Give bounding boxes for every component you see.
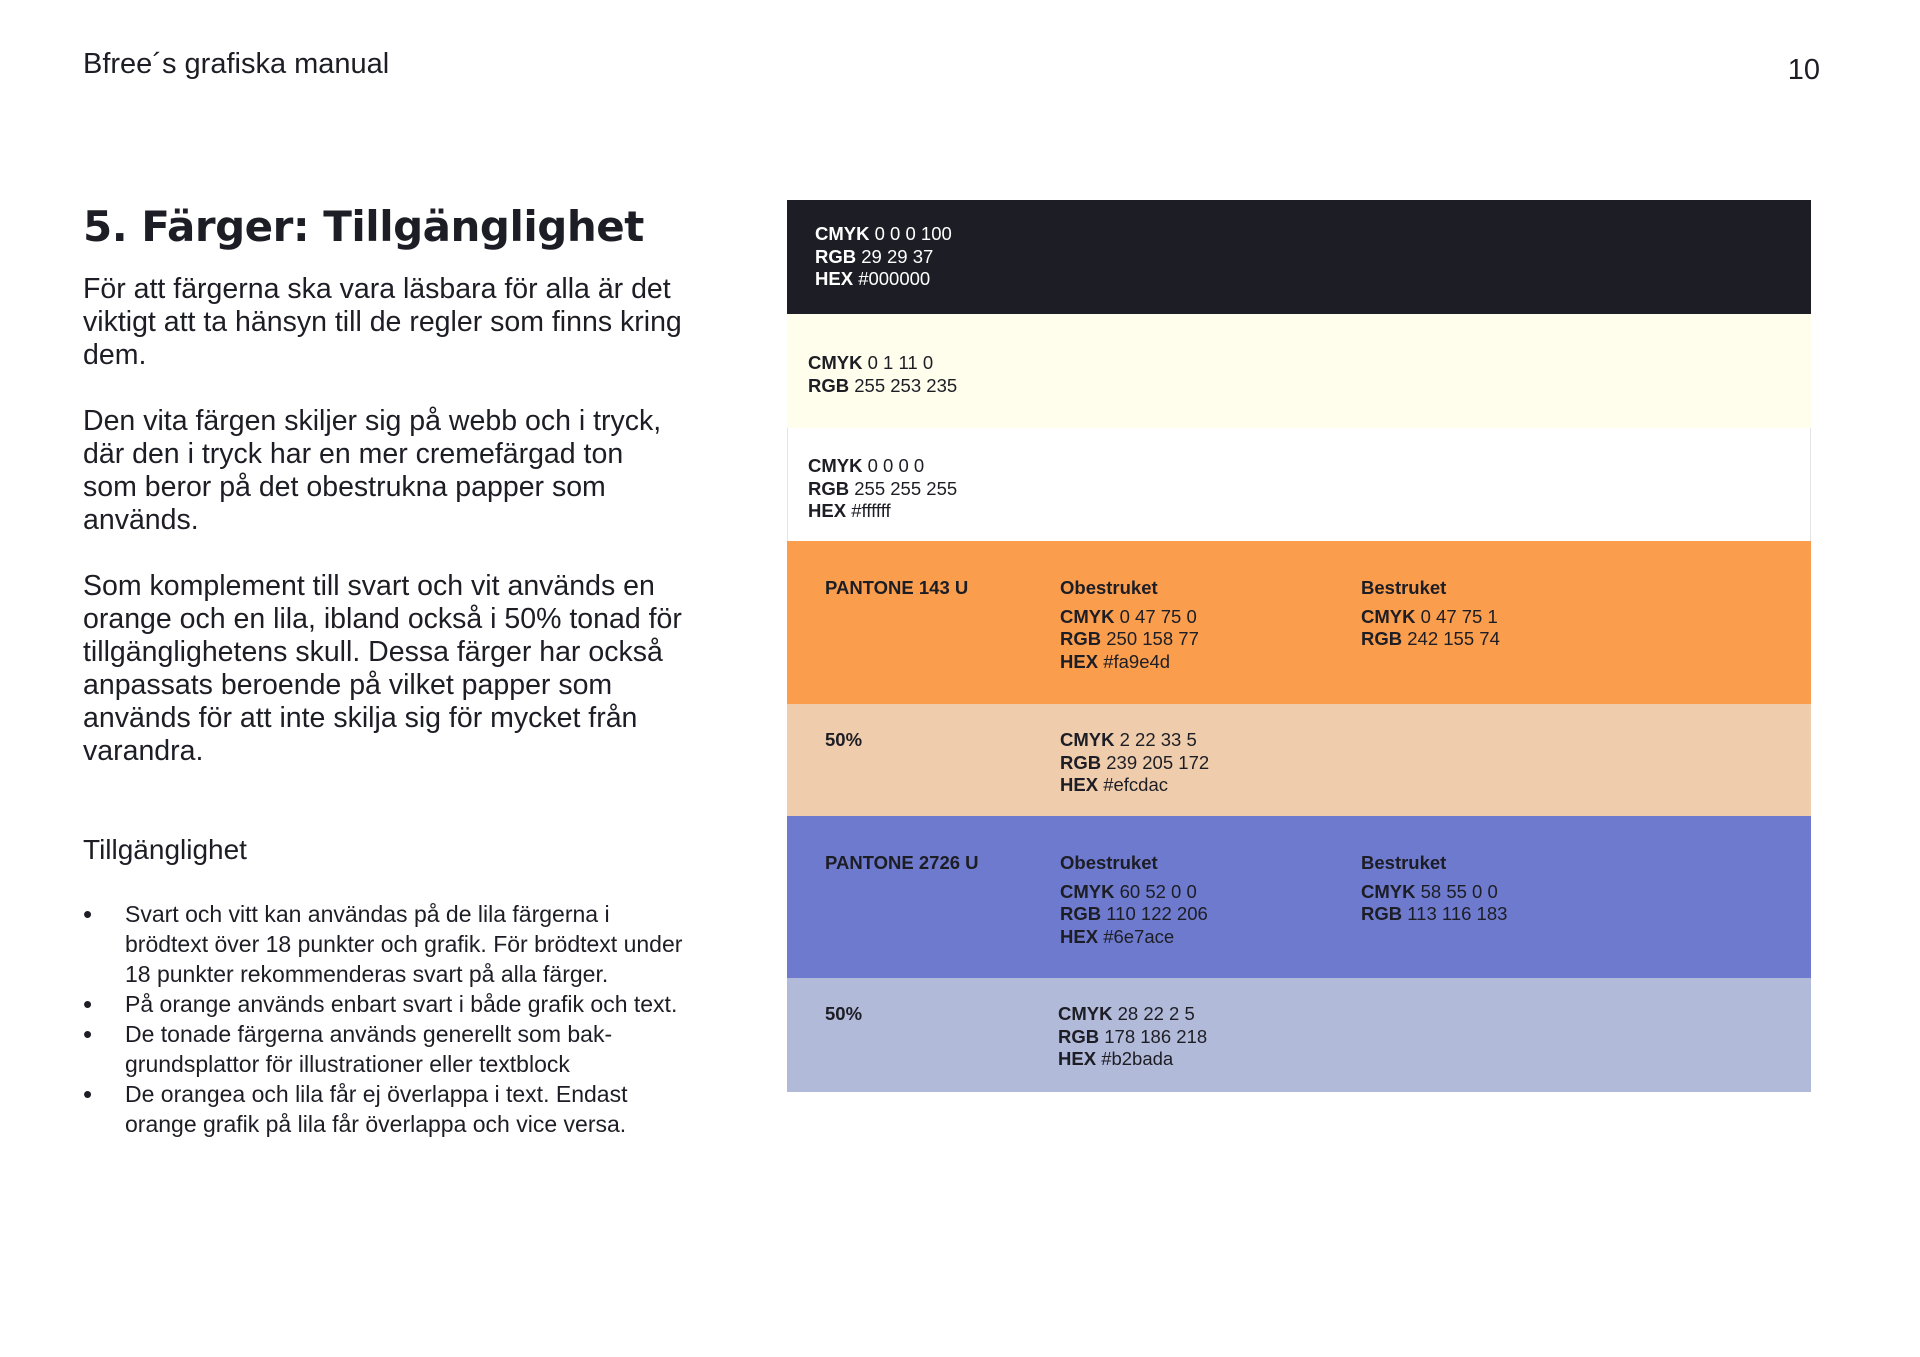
cmyk-label: CMYK [808, 455, 863, 476]
bestruket-label: Bestruket [1361, 852, 1447, 873]
hex-value: #6e7ace [1103, 925, 1175, 947]
swatch-black-values [815, 223, 952, 291]
bullet-item: • Svart och vitt kan användas på de lila färgerna i brödtext över 18 punkter och grafik. För brödtext under 18 punkter rekommenderas svart på alla färger. [83, 899, 683, 989]
cmyk-value: 0 1 11 0 [867, 352, 934, 373]
rgb-label: RGB [1060, 751, 1102, 773]
rgb-value: 250 158 77 [1106, 628, 1199, 649]
color-swatch-table [787, 200, 1811, 1092]
cmyk-value: 58 55 0 0 [1420, 880, 1498, 902]
swatch-cream-values [808, 352, 957, 397]
rgb-value: 110 122 206 [1106, 903, 1208, 924]
swatch-lila-50 [787, 978, 1811, 1092]
rgb-label: RGB [815, 245, 857, 267]
cmyk-label: CMYK [815, 223, 870, 244]
intro-paragraph: Den vita färgen skiljer sig på webb och i tryck, där den i tryck har en mer cremefärgad ton som beror på det obestrukna papper som används. [83, 405, 662, 536]
rgb-value: 242 155 74 [1407, 628, 1500, 649]
cmyk-label: CMYK [1058, 1003, 1113, 1024]
accessibility-subheading: Tillgänglighet [83, 834, 247, 865]
bullet-item: • På orange används enbart svart i både grafik och text. [83, 989, 683, 1019]
intro-text [83, 273, 683, 801]
cmyk-label: CMYK [1060, 880, 1115, 902]
cmyk-value: 0 47 75 0 [1119, 605, 1197, 627]
rgb-value: 178 186 218 [1104, 1025, 1208, 1047]
hex-label: HEX [1060, 925, 1099, 947]
bestruket-label: Bestruket [1361, 577, 1447, 598]
accessibility-bullet-list [83, 899, 683, 1139]
hex-label: HEX [1058, 1048, 1097, 1069]
swatch-white-values [808, 455, 957, 523]
rgb-label: RGB [1361, 903, 1403, 924]
cmyk-value: 0 47 75 1 [1420, 605, 1498, 627]
bestruket-values [1361, 852, 1507, 926]
hex-value: #ffffff [851, 500, 891, 521]
rgb-value: 255 255 255 [854, 477, 958, 499]
tint-label: 50% [825, 729, 863, 750]
rgb-value: 29 29 37 [861, 245, 934, 267]
rgb-label: RGB [808, 477, 850, 499]
pantone-name: PANTONE 143 U [825, 577, 969, 598]
cmyk-value: 60 52 0 0 [1119, 880, 1197, 902]
bestruket-values [1361, 577, 1500, 651]
hex-value: #efcdac [1103, 774, 1168, 795]
tint-values [1060, 729, 1209, 797]
cmyk-label: CMYK [1060, 605, 1115, 627]
rgb-value: 255 253 235 [854, 374, 958, 396]
swatch-lila [787, 816, 1811, 978]
cmyk-label: CMYK [1361, 605, 1416, 627]
rgb-value: 113 116 183 [1407, 903, 1508, 924]
swatch-black [787, 200, 1811, 314]
cmyk-label: CMYK [808, 352, 863, 373]
cmyk-label: CMYK [1060, 729, 1115, 750]
rgb-label: RGB [1058, 1025, 1100, 1047]
section-title: 5. Färger: Tillgänglighet [83, 202, 644, 251]
cmyk-value: 2 22 33 5 [1119, 729, 1197, 750]
hex-value: #000000 [858, 268, 931, 289]
swatch-orange [787, 541, 1811, 704]
bullet-item: • De orangea och lila får ej överlappa i text. Endast orange grafik på lila får överlappa och vice versa. [83, 1079, 683, 1139]
hex-label: HEX [1060, 774, 1099, 795]
hex-label: HEX [815, 268, 854, 289]
swatch-white [787, 428, 1811, 541]
header-title: Bfree´s grafiska manual [83, 48, 390, 80]
tint-label: 50% [825, 1003, 863, 1024]
cmyk-value: 0 0 0 100 [874, 223, 952, 244]
obestruket-label: Obestruket [1060, 577, 1158, 598]
hex-value: #fa9e4d [1103, 650, 1171, 672]
cmyk-label: CMYK [1361, 880, 1416, 902]
swatch-orange-50 [787, 704, 1811, 816]
cmyk-value: 0 0 0 0 [867, 455, 925, 476]
swatch-cream [787, 314, 1811, 428]
rgb-value: 239 205 172 [1106, 751, 1210, 773]
bullet-item: • De tonade färgerna används generellt som bak-grundsplattor för illustrationer eller textblock [83, 1019, 683, 1079]
intro-paragraph: Som komplement till svart och vit används en orange och en lila, ibland också i 50% tonad för tillgänglighetens skull. Dessa färger har också anpassats beroende på vilket papper som används för att inte skilja sig för mycket från varandra. [83, 570, 682, 767]
intro-paragraph: För att färgerna ska vara läsbara för alla är det viktigt att ta hänsyn till de regler som finns kring dem. [83, 273, 682, 371]
rgb-label: RGB [1060, 903, 1102, 924]
hex-label: HEX [1060, 650, 1099, 672]
obestruket-values [1060, 577, 1199, 673]
obestruket-values [1060, 852, 1208, 948]
rgb-label: RGB [1361, 628, 1403, 649]
rgb-label: RGB [1060, 628, 1102, 649]
hex-value: #b2bada [1101, 1048, 1174, 1069]
pantone-name: PANTONE 2726 U [825, 852, 979, 873]
hex-label: HEX [808, 500, 847, 521]
obestruket-label: Obestruket [1060, 852, 1158, 873]
cmyk-value: 28 22 2 5 [1117, 1003, 1195, 1024]
page-number: 10 [1787, 54, 1820, 86]
tint-values [1058, 1003, 1207, 1071]
rgb-label: RGB [808, 374, 850, 396]
